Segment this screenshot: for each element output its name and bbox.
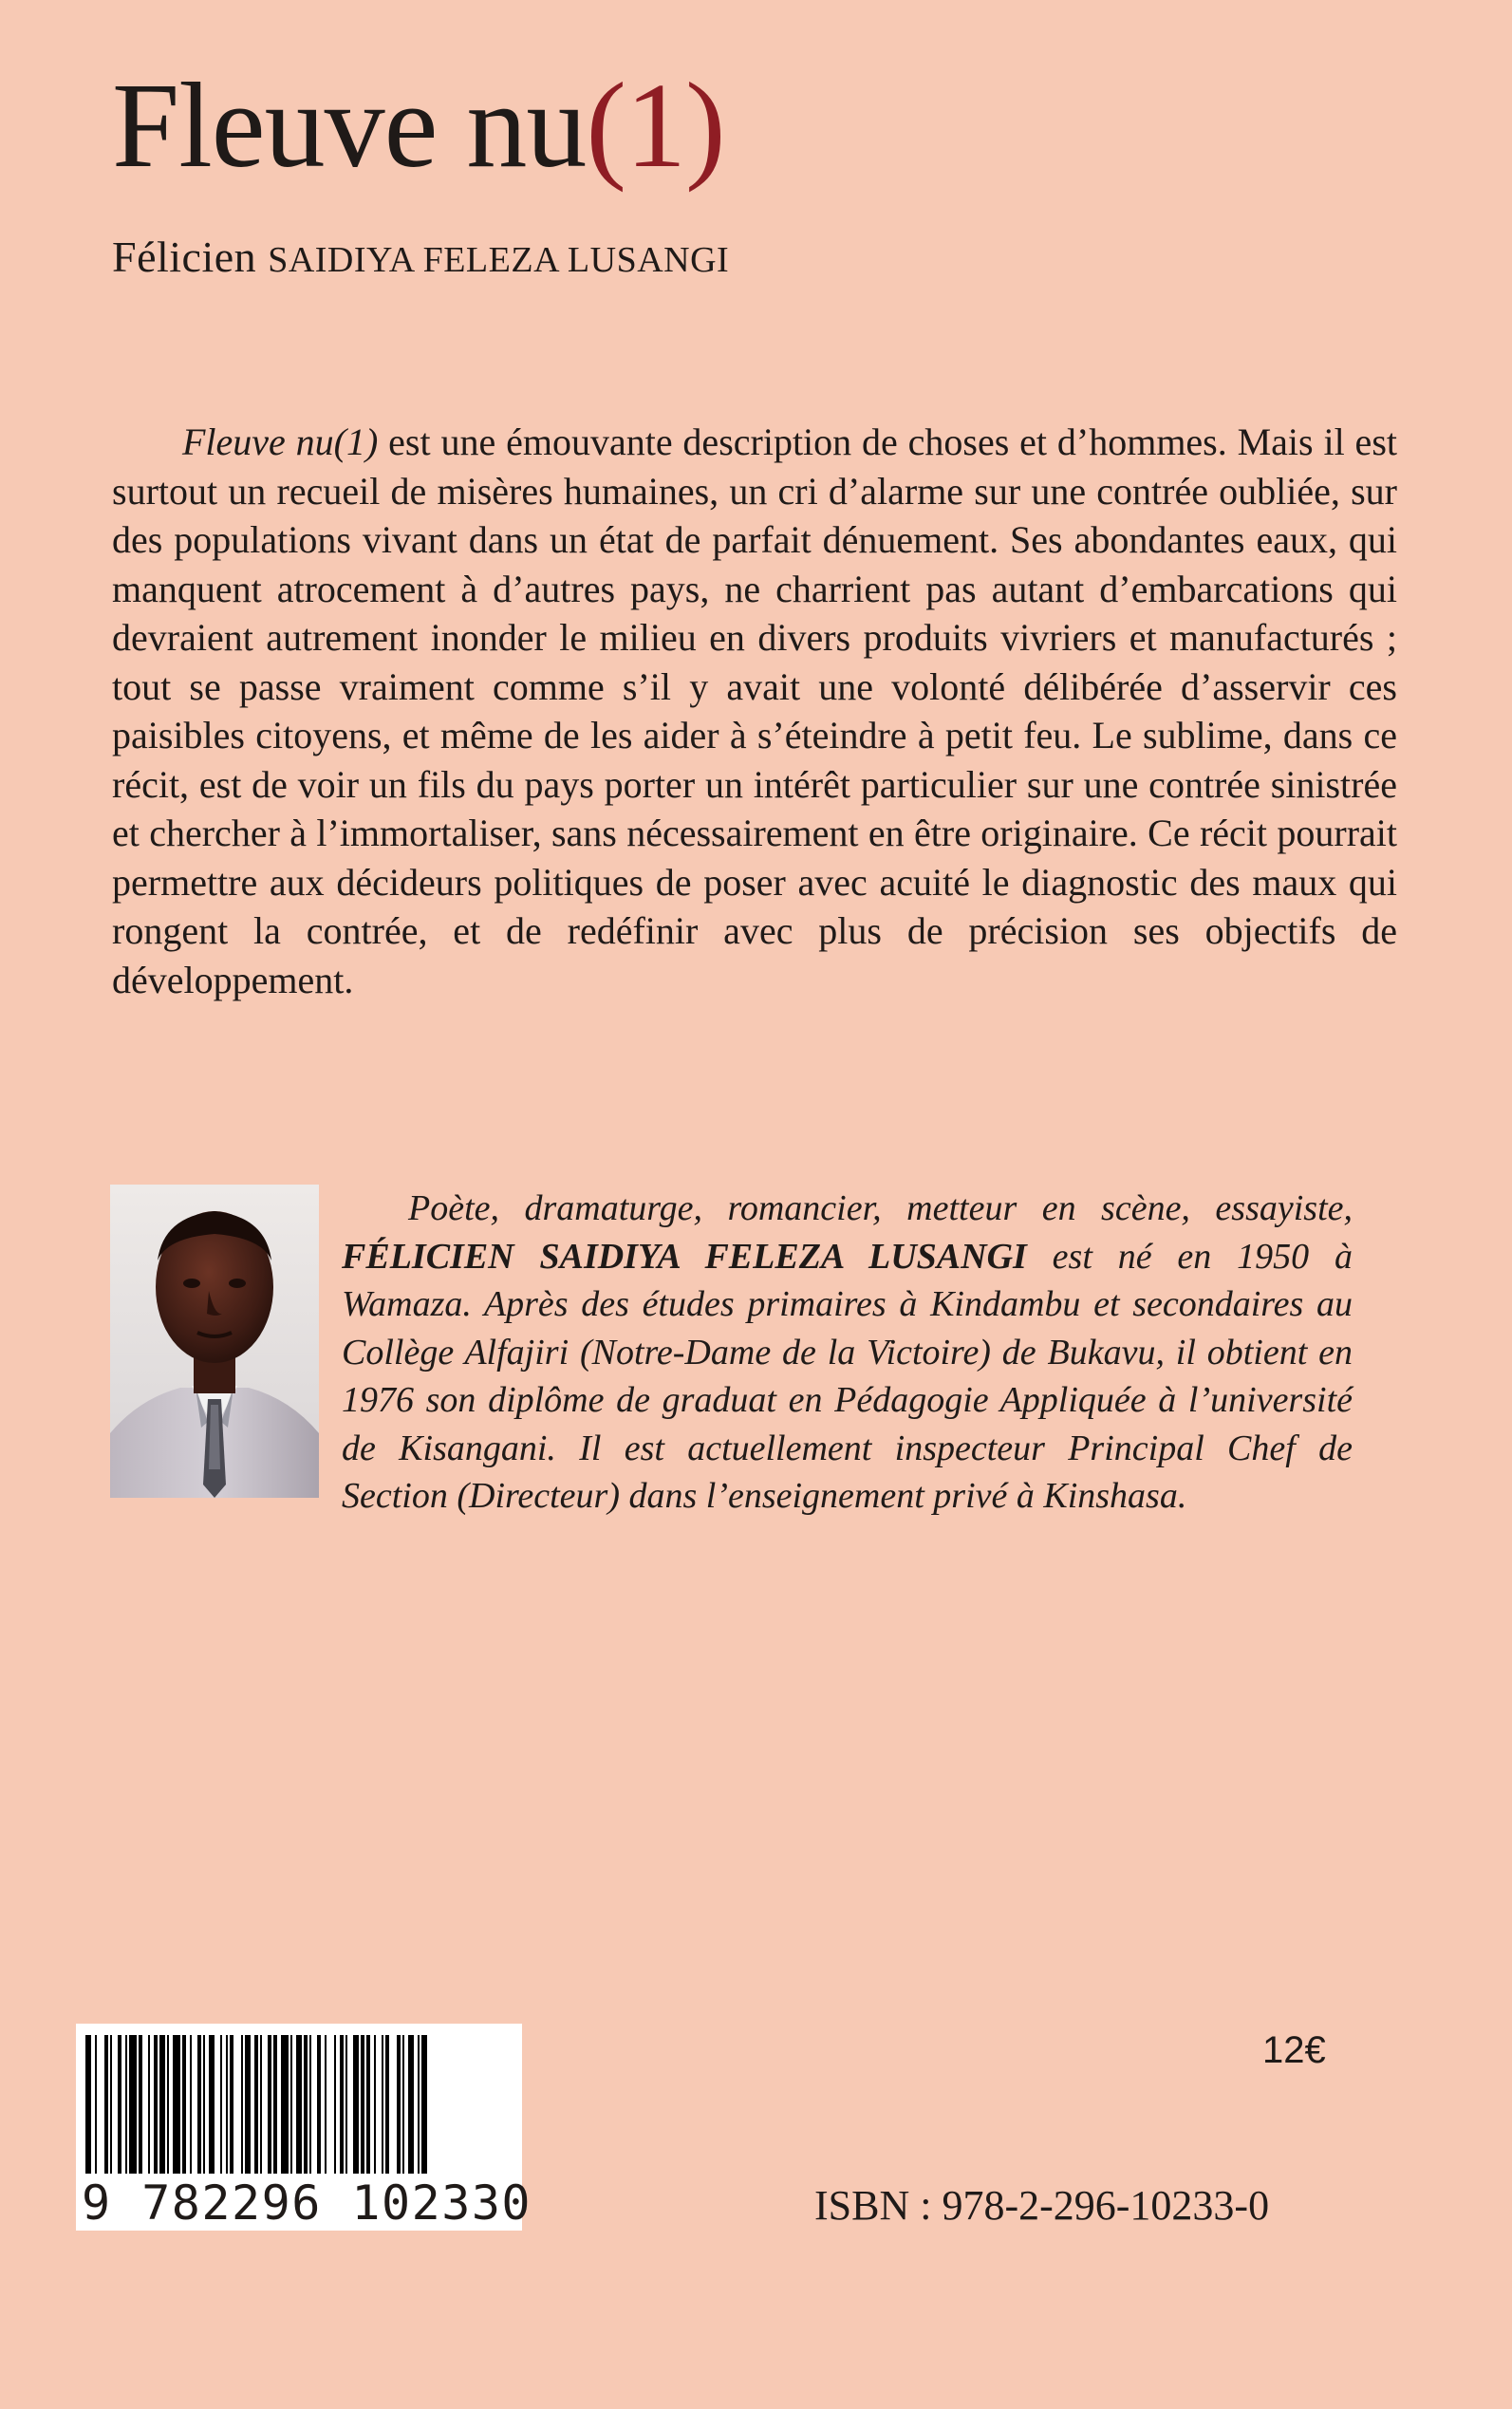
barcode-bar: [230, 2035, 233, 2174]
barcode-bar: [334, 2035, 336, 2174]
barcode-bar: [139, 2035, 142, 2174]
author-portrait-image: [110, 1185, 319, 1498]
barcode-bar: [304, 2035, 308, 2174]
barcode-bar: [345, 2035, 347, 2174]
barcode-bar: [154, 2035, 158, 2174]
author-last-name: SAIDIYA FELEZA LUSANGI: [268, 240, 730, 280]
author-bio: [342, 1185, 1353, 1521]
barcode-bar: [361, 2035, 364, 2174]
barcode-bar: [296, 2035, 302, 2174]
barcode-bar: [385, 2035, 389, 2174]
barcode-bar: [110, 2035, 112, 2174]
barcode-bar: [129, 2035, 137, 2174]
barcode-bar: [159, 2035, 165, 2174]
author-photo: [110, 1185, 319, 1498]
barcode-bar: [95, 2035, 97, 2174]
barcode-bar: [190, 2035, 192, 2174]
barcode-bar: [325, 2035, 327, 2174]
barcode-bar: [366, 2035, 370, 2174]
barcode-bar: [268, 2035, 271, 2174]
barcode-bar: [254, 2035, 258, 2174]
barcode-bar: [281, 2035, 289, 2174]
barcode-bar: [125, 2035, 127, 2174]
book-title-main: Fleuve nu: [112, 58, 587, 193]
barcode-bar: [197, 2035, 201, 2174]
book-title: [112, 58, 725, 193]
barcode-bar: [309, 2035, 311, 2174]
barcode-bar: [397, 2035, 401, 2174]
barcode-bar: [317, 2035, 321, 2174]
price-label: 12€: [1262, 2029, 1326, 2071]
barcode-bars: [76, 2024, 522, 2177]
book-author: [112, 235, 729, 279]
book-title-suffix: (1): [586, 58, 725, 193]
barcode-bar: [353, 2035, 359, 2174]
barcode-bar: [340, 2035, 344, 2174]
barcode-bar: [85, 2035, 91, 2174]
barcode-bar: [148, 2035, 150, 2174]
summary-text: est une émouvante description de choses et d’hommes. Mais il est surtout un recueil de misères humaines, un cri d’alarme sur une contrée oubliée, sur des populations vivant dans un état de parfait dénuement. Ses abondantes eaux, qui manquent atrocement à d’autres pays, ne charrient pas autant d’embarcations qui devraient autrement inonder le milieu en divers produits vivriers et manufacturés ; tout se passe vraiment comme s’il y avait une volonté délibérée d’asservir ces paisibles citoyens, et même de les aider à s’éteindre à petit feu. Le sublime, dans ce récit, est de voir un fils du pays porter un intérêt particulier sur une contrée sinistrée et chercher à l’immortaliser, sans nécessairement en être originaire. Ce récit pourrait permettre aux décideurs politiques de poser avec acuité le diagnostic des maux qui rongent la contrée, et de redéfinir avec plus de précision ses objectifs de développement.: [112, 420, 1397, 1001]
barcode-bar: [402, 2035, 404, 2174]
barcode-bar: [209, 2035, 215, 2174]
barcode-bar: [374, 2035, 376, 2174]
barcode-bar: [203, 2035, 205, 2174]
barcode-bar: [273, 2035, 277, 2174]
barcode-bar: [408, 2035, 414, 2174]
bio-text: est né en 1950 à Wamaza. Après des études primaires à Kindambu et secondaires au Collège Alfajiri (Notre-Dame de la Victoire) de Bukavu, il obtient en 1976 son diplôme de graduat en Pédagogie Appliquée à l’université de Kisangani. Il est actuellement inspecteur Principal Chef de Section (Directeur) dans l’enseignement privé à Kinshasa.: [342, 1236, 1353, 1516]
bio-intro: Poète, dramaturge, romancier, metteur en scène, essayiste,: [408, 1188, 1353, 1228]
barcode: [76, 2024, 532, 2231]
book-summary: [112, 418, 1397, 1004]
barcode-bar: [226, 2035, 228, 2174]
barcode-bar: [167, 2035, 169, 2174]
author-first-name: Félicien: [112, 233, 257, 281]
barcode-bar: [182, 2035, 186, 2174]
barcode-bar: [421, 2035, 427, 2174]
barcode-bar: [382, 2035, 383, 2174]
barcode-bar: [418, 2035, 420, 2174]
barcode-bar: [260, 2035, 262, 2174]
barcode-bar: [241, 2035, 243, 2174]
barcode-digits: 9 782296 102330: [82, 2176, 532, 2231]
bio-author-name: FÉLICIEN SAIDIYA FELEZA LUSANGI: [342, 1236, 1027, 1277]
barcode-bar: [290, 2035, 292, 2174]
barcode-bar: [173, 2035, 180, 2174]
summary-title-reference: Fleuve nu(1): [182, 420, 379, 463]
barcode-bar: [220, 2035, 222, 2174]
isbn-label: ISBN : 978-2-296-10233-0: [814, 2182, 1270, 2229]
barcode-bar: [104, 2035, 108, 2174]
barcode-bar: [245, 2035, 251, 2174]
barcode-bar: [118, 2035, 121, 2174]
